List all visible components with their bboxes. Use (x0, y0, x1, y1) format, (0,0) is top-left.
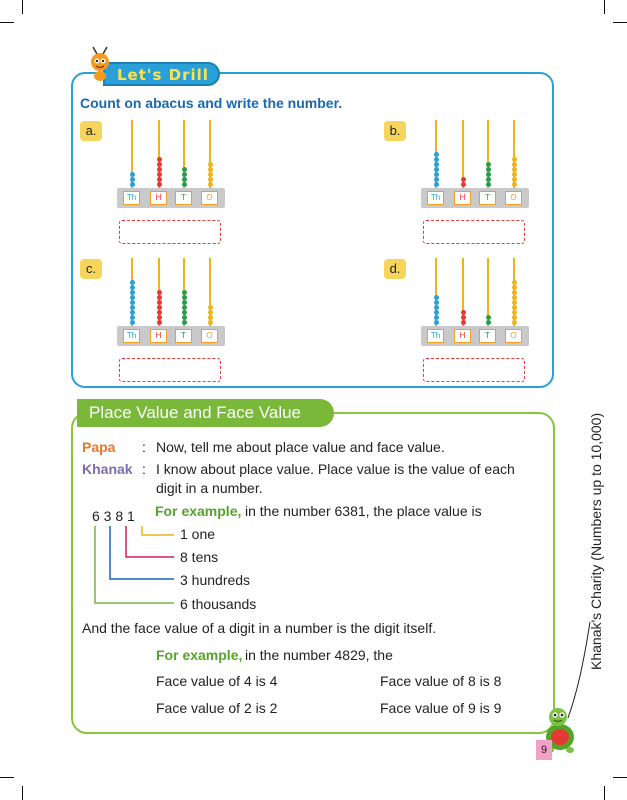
abacus-bead (208, 310, 213, 315)
abacus-bead (182, 305, 187, 310)
abacus-bead (130, 305, 135, 310)
face-value-intro: And the face value of a digit in a number is the digit itself. (82, 620, 437, 636)
abacus-column-label: H (150, 191, 167, 205)
crop-mark (0, 22, 14, 23)
abacus-bead (157, 177, 162, 182)
place-value-badge (77, 399, 334, 427)
abacus-bead (486, 315, 491, 320)
abacus-bead (208, 167, 213, 172)
abacus-bead (434, 320, 439, 325)
abacus-bead (182, 172, 187, 177)
abacus-bead (130, 300, 135, 305)
question-label-a: a. (80, 121, 102, 141)
abacus-bead (512, 167, 517, 172)
abacus-a (117, 120, 225, 250)
abacus-bead (512, 320, 517, 325)
abacus-bead (434, 182, 439, 187)
abacus-bead (208, 177, 213, 182)
abacus-column-label: O (505, 191, 522, 205)
ant-mascot-icon (84, 46, 118, 82)
abacus-bead (182, 320, 187, 325)
abacus-bead (512, 305, 517, 310)
value-hundreds: 3 hundreds (180, 572, 251, 588)
khanak-line-2: digit in a number. (156, 480, 263, 496)
abacus-bead (486, 320, 491, 325)
face-item: Face value of 9 is 9 (380, 700, 502, 716)
abacus-bead (434, 162, 439, 167)
face-item: Face value of 2 is 2 (156, 700, 278, 716)
crop-mark (613, 777, 627, 778)
abacus-bead (434, 315, 439, 320)
abacus-bead (512, 177, 517, 182)
abacus-bead (157, 172, 162, 177)
abacus-bead (208, 305, 213, 310)
abacus-bead (182, 290, 187, 295)
abacus-bead (157, 157, 162, 162)
abacus-bead (208, 162, 213, 167)
abacus-bead (157, 315, 162, 320)
abacus-bead (182, 167, 187, 172)
abacus-bead (512, 290, 517, 295)
abacus-bead (461, 310, 466, 315)
connector-tens (126, 526, 174, 557)
drill-instruction: Count on abacus and write the number. (80, 95, 343, 111)
abacus-bead (434, 167, 439, 172)
abacus-bead (182, 300, 187, 305)
abacus-bead (182, 182, 187, 187)
abacus-bead (130, 182, 135, 187)
crop-mark (22, 786, 23, 800)
abacus-bead (157, 290, 162, 295)
abacus-bead (130, 285, 135, 290)
crop-mark (604, 0, 605, 14)
abacus-bead (182, 315, 187, 320)
question-label-b: b. (384, 121, 406, 141)
place-value-connectors (90, 524, 180, 608)
chapter-side-title: Khanak's Charity (Numbers up to 10,000) (588, 412, 604, 670)
page-number: 9 (536, 740, 552, 760)
abacus-bead (182, 310, 187, 315)
papa-line: Now, tell me about place value and face value. (156, 439, 445, 455)
connector-thousands (95, 526, 174, 603)
abacus-bead (461, 177, 466, 182)
example-label-2: For example, (156, 647, 243, 663)
abacus-bead (512, 182, 517, 187)
abacus-bead (512, 295, 517, 300)
example-label: For example, (155, 503, 242, 519)
abacus-bead (434, 300, 439, 305)
abacus-bead (434, 172, 439, 177)
abacus-column-label: Th (427, 329, 444, 343)
abacus-column-label: T (175, 329, 192, 343)
abacus-bead (461, 182, 466, 187)
value-thousands: 6 thousands (180, 596, 257, 612)
question-label-c: c. (80, 259, 102, 279)
abacus-bead (434, 157, 439, 162)
abacus-bead (130, 177, 135, 182)
abacus-c (117, 258, 225, 388)
abacus-column-label: Th (427, 191, 444, 205)
abacus-bead (157, 162, 162, 167)
digits: 6 3 8 1 (92, 508, 135, 524)
abacus-column-label: T (479, 191, 496, 205)
abacus-bead (130, 310, 135, 315)
abacus-bead (434, 305, 439, 310)
abacus-bead (434, 295, 439, 300)
khanak-line-1: I know about place value. Place value is the value of each (156, 461, 515, 477)
abacus-bead (157, 305, 162, 310)
example-text-2: in the number 4829, the (245, 647, 393, 663)
question-label-d: d. (384, 259, 406, 279)
value-ones: 1 one (180, 526, 216, 542)
abacus-bead (157, 167, 162, 172)
example-text: in the number 6381, the place value is (245, 503, 482, 519)
value-tens: 8 tens (180, 549, 219, 565)
abacus-bead (486, 172, 491, 177)
speaker-khanak: Khanak (82, 461, 133, 477)
speaker-papa: Papa (82, 439, 116, 455)
drill-badge-text: Let's Drill (117, 66, 209, 84)
abacus-bead (157, 310, 162, 315)
abacus-bead (208, 182, 213, 187)
abacus-bead (434, 310, 439, 315)
answer-box[interactable] (423, 220, 525, 244)
abacus-bead (208, 315, 213, 320)
abacus-column-label: O (201, 329, 218, 343)
abacus-column-label: H (454, 191, 471, 205)
abacus-d (421, 258, 529, 388)
face-item: Face value of 8 is 8 (380, 673, 502, 689)
abacus-bead (512, 162, 517, 167)
abacus-bead (157, 320, 162, 325)
abacus-bead (461, 315, 466, 320)
abacus-bead (512, 285, 517, 290)
abacus-bead (157, 300, 162, 305)
abacus-bead (486, 177, 491, 182)
abacus-bead (130, 280, 135, 285)
abacus-column-label: O (505, 329, 522, 343)
abacus-column-label: O (201, 191, 218, 205)
abacus-bead (512, 172, 517, 177)
abacus-bead (130, 295, 135, 300)
abacus-bead (512, 310, 517, 315)
abacus-b (421, 120, 529, 250)
crop-mark (604, 786, 605, 800)
abacus-bead (486, 162, 491, 167)
colon: : (142, 439, 146, 455)
abacus-bead (486, 167, 491, 172)
abacus-bead (130, 315, 135, 320)
abacus-bead (512, 315, 517, 320)
crop-mark (613, 22, 627, 23)
abacus-bead (512, 157, 517, 162)
abacus-column-label: T (479, 329, 496, 343)
abacus-column-label: H (454, 329, 471, 343)
drill-badge (103, 62, 220, 86)
abacus-column-label: Th (123, 191, 140, 205)
crop-mark (0, 777, 14, 778)
abacus-bead (130, 290, 135, 295)
abacus-bead (157, 182, 162, 187)
abacus-bead (512, 280, 517, 285)
abacus-bead (157, 295, 162, 300)
answer-box[interactable] (119, 358, 221, 382)
abacus-bead (434, 177, 439, 182)
abacus-bead (130, 320, 135, 325)
abacus-bead (182, 295, 187, 300)
connector-ones (142, 526, 174, 535)
crop-mark (22, 0, 23, 14)
colon: : (142, 461, 146, 477)
abacus-bead (486, 182, 491, 187)
face-item: Face value of 4 is 4 (156, 673, 278, 689)
abacus-bead (182, 177, 187, 182)
abacus-bead (434, 152, 439, 157)
abacus-column-label: Th (123, 329, 140, 343)
place-value-title: Place Value and Face Value (89, 403, 302, 422)
answer-box[interactable] (423, 358, 525, 382)
answer-box[interactable] (119, 220, 221, 244)
abacus-bead (208, 320, 213, 325)
abacus-column-label: H (150, 329, 167, 343)
abacus-bead (208, 172, 213, 177)
abacus-bead (461, 320, 466, 325)
abacus-bead (130, 172, 135, 177)
abacus-bead (512, 300, 517, 305)
abacus-column-label: T (175, 191, 192, 205)
